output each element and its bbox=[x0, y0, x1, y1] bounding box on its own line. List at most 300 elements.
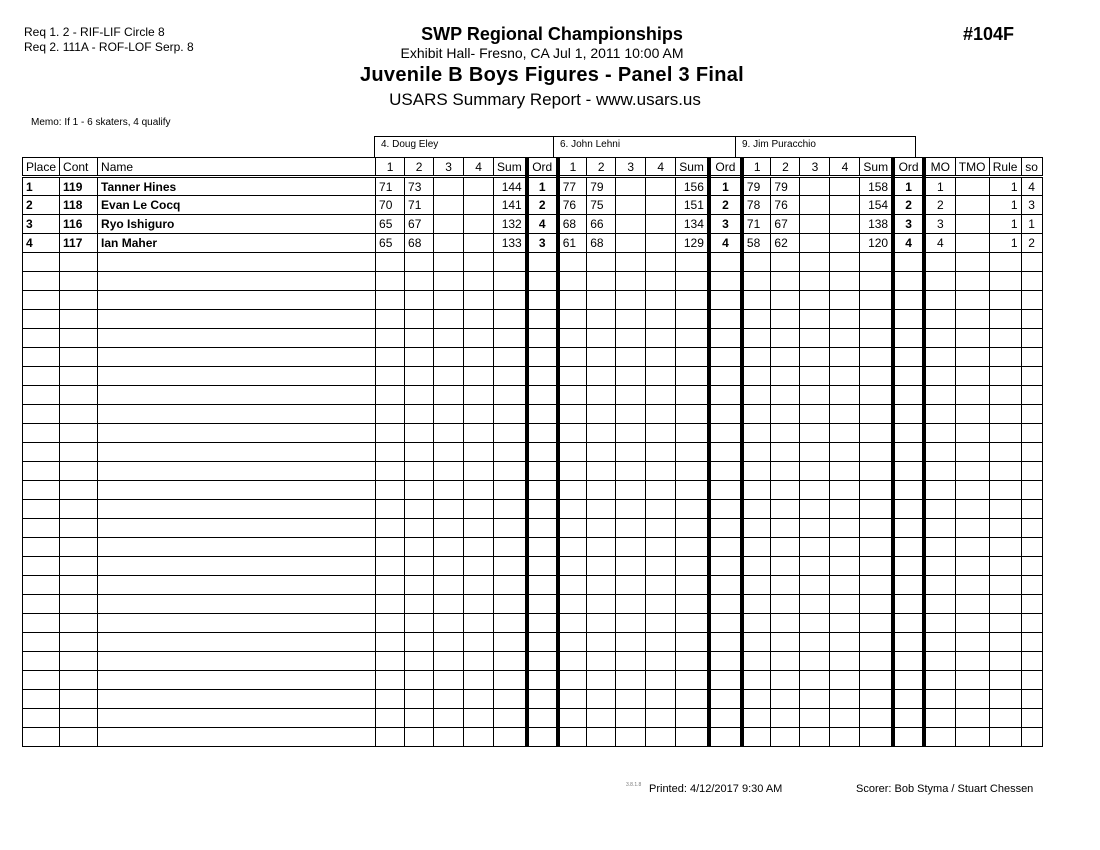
empty-cell bbox=[709, 481, 742, 500]
empty-cell bbox=[60, 424, 98, 443]
empty-cell bbox=[646, 557, 676, 576]
empty-row bbox=[23, 500, 1043, 519]
empty-cell bbox=[646, 709, 676, 728]
empty-cell bbox=[742, 405, 771, 424]
empty-cell bbox=[616, 633, 646, 652]
empty-cell bbox=[676, 614, 709, 633]
empty-cell bbox=[830, 424, 860, 443]
score-2-cell: 75 bbox=[587, 196, 616, 215]
empty-cell bbox=[709, 595, 742, 614]
empty-cell bbox=[646, 519, 676, 538]
empty-cell bbox=[23, 519, 60, 538]
empty-cell bbox=[494, 424, 527, 443]
empty-cell bbox=[646, 462, 676, 481]
empty-cell bbox=[742, 709, 771, 728]
col-cont: Cont bbox=[60, 158, 98, 177]
table-row bbox=[23, 215, 1043, 234]
empty-cell bbox=[676, 291, 709, 310]
empty-cell bbox=[558, 576, 587, 595]
empty-cell bbox=[587, 272, 616, 291]
empty-cell bbox=[1021, 671, 1042, 690]
empty-cell bbox=[98, 595, 376, 614]
empty-cell bbox=[646, 348, 676, 367]
empty-cell bbox=[434, 576, 464, 595]
empty-cell bbox=[376, 329, 405, 348]
empty-cell bbox=[405, 633, 434, 652]
tmo-cell bbox=[955, 234, 989, 253]
col-name: Name bbox=[98, 158, 376, 177]
empty-cell bbox=[989, 633, 1021, 652]
empty-cell bbox=[434, 652, 464, 671]
empty-cell bbox=[989, 424, 1021, 443]
empty-cell bbox=[60, 690, 98, 709]
empty-cell bbox=[955, 557, 989, 576]
empty-cell bbox=[98, 557, 376, 576]
empty-cell bbox=[98, 709, 376, 728]
empty-cell bbox=[800, 443, 830, 462]
empty-cell bbox=[830, 671, 860, 690]
empty-cell bbox=[405, 557, 434, 576]
empty-cell bbox=[989, 481, 1021, 500]
empty-cell bbox=[742, 652, 771, 671]
empty-cell bbox=[800, 728, 830, 747]
empty-cell bbox=[464, 462, 494, 481]
score-4-cell bbox=[646, 215, 676, 234]
empty-cell bbox=[616, 671, 646, 690]
empty-cell bbox=[558, 310, 587, 329]
empty-cell bbox=[646, 405, 676, 424]
empty-cell bbox=[709, 443, 742, 462]
empty-cell bbox=[742, 462, 771, 481]
empty-cell bbox=[23, 424, 60, 443]
sum-cell: 158 bbox=[860, 177, 893, 196]
empty-cell bbox=[434, 633, 464, 652]
empty-cell bbox=[955, 462, 989, 481]
empty-cell bbox=[989, 253, 1021, 272]
rule-cell: 1 bbox=[989, 234, 1021, 253]
col-j1-ord: Ord bbox=[527, 158, 558, 177]
empty-cell bbox=[587, 443, 616, 462]
empty-cell bbox=[464, 500, 494, 519]
empty-cell bbox=[494, 595, 527, 614]
empty-cell bbox=[434, 310, 464, 329]
empty-cell bbox=[98, 728, 376, 747]
empty-cell bbox=[616, 329, 646, 348]
empty-cell bbox=[860, 690, 893, 709]
col-j2-sum: Sum bbox=[676, 158, 709, 177]
printed-timestamp: Printed: 4/12/2017 9:30 AM bbox=[649, 783, 783, 795]
empty-cell bbox=[646, 728, 676, 747]
so-cell: 3 bbox=[1021, 196, 1042, 215]
empty-cell bbox=[376, 519, 405, 538]
score-4-cell bbox=[464, 177, 494, 196]
empty-cell bbox=[955, 443, 989, 462]
empty-cell bbox=[405, 405, 434, 424]
empty-cell bbox=[60, 462, 98, 481]
empty-cell bbox=[60, 576, 98, 595]
empty-cell bbox=[98, 348, 376, 367]
empty-cell bbox=[23, 386, 60, 405]
empty-cell bbox=[771, 576, 800, 595]
empty-cell bbox=[494, 367, 527, 386]
score-1-cell: 70 bbox=[376, 196, 405, 215]
score-3-cell bbox=[800, 196, 830, 215]
empty-cell bbox=[558, 595, 587, 614]
empty-cell bbox=[646, 500, 676, 519]
empty-cell bbox=[742, 481, 771, 500]
empty-cell bbox=[527, 538, 558, 557]
score-3-cell bbox=[800, 234, 830, 253]
empty-cell bbox=[405, 443, 434, 462]
empty-cell bbox=[558, 253, 587, 272]
empty-row bbox=[23, 709, 1043, 728]
empty-cell bbox=[434, 595, 464, 614]
empty-cell bbox=[1021, 310, 1042, 329]
empty-cell bbox=[434, 386, 464, 405]
empty-cell bbox=[23, 557, 60, 576]
empty-cell bbox=[893, 329, 924, 348]
venue-date: Exhibit Hall- Fresno, CA Jul 1, 2011 10:00 AM bbox=[400, 45, 684, 61]
empty-cell bbox=[709, 633, 742, 652]
empty-cell bbox=[709, 291, 742, 310]
col-tmo: TMO bbox=[955, 158, 989, 177]
score-2-cell: 71 bbox=[405, 196, 434, 215]
sum-cell: 132 bbox=[494, 215, 527, 234]
empty-cell bbox=[709, 253, 742, 272]
empty-cell bbox=[587, 557, 616, 576]
empty-cell bbox=[527, 386, 558, 405]
empty-cell bbox=[955, 348, 989, 367]
empty-cell bbox=[376, 443, 405, 462]
empty-cell bbox=[616, 253, 646, 272]
empty-row bbox=[23, 462, 1043, 481]
empty-cell bbox=[800, 500, 830, 519]
empty-cell bbox=[434, 500, 464, 519]
name-cell: Tanner Hines bbox=[98, 177, 376, 196]
empty-cell bbox=[60, 481, 98, 500]
empty-cell bbox=[860, 481, 893, 500]
empty-cell bbox=[98, 310, 376, 329]
empty-cell bbox=[23, 348, 60, 367]
empty-cell bbox=[771, 424, 800, 443]
empty-cell bbox=[60, 405, 98, 424]
empty-cell bbox=[558, 481, 587, 500]
empty-cell bbox=[860, 405, 893, 424]
empty-cell bbox=[376, 652, 405, 671]
empty-cell bbox=[955, 595, 989, 614]
empty-cell bbox=[376, 709, 405, 728]
empty-cell bbox=[494, 481, 527, 500]
empty-cell bbox=[527, 272, 558, 291]
empty-cell bbox=[676, 253, 709, 272]
empty-cell bbox=[860, 367, 893, 386]
score-4-cell bbox=[464, 234, 494, 253]
score-3-cell bbox=[616, 196, 646, 215]
empty-cell bbox=[1021, 595, 1042, 614]
empty-cell bbox=[646, 386, 676, 405]
empty-cell bbox=[98, 633, 376, 652]
empty-cell bbox=[676, 595, 709, 614]
empty-cell bbox=[646, 291, 676, 310]
score-2-cell: 67 bbox=[771, 215, 800, 234]
empty-cell bbox=[955, 310, 989, 329]
empty-cell bbox=[646, 614, 676, 633]
score-3-cell bbox=[616, 215, 646, 234]
empty-cell bbox=[955, 405, 989, 424]
empty-cell bbox=[830, 728, 860, 747]
empty-cell bbox=[1021, 576, 1042, 595]
empty-cell bbox=[60, 272, 98, 291]
sum-cell: 154 bbox=[860, 196, 893, 215]
empty-cell bbox=[800, 329, 830, 348]
empty-cell bbox=[405, 310, 434, 329]
empty-cell bbox=[742, 329, 771, 348]
empty-cell bbox=[527, 633, 558, 652]
empty-cell bbox=[616, 690, 646, 709]
empty-cell bbox=[98, 500, 376, 519]
empty-row bbox=[23, 253, 1043, 272]
empty-cell bbox=[527, 519, 558, 538]
empty-cell bbox=[646, 690, 676, 709]
empty-cell bbox=[1021, 614, 1042, 633]
tmo-cell bbox=[955, 215, 989, 234]
empty-cell bbox=[860, 538, 893, 557]
empty-cell bbox=[800, 633, 830, 652]
empty-cell bbox=[376, 500, 405, 519]
empty-cell bbox=[676, 557, 709, 576]
empty-cell bbox=[405, 614, 434, 633]
empty-cell bbox=[771, 291, 800, 310]
empty-cell bbox=[23, 671, 60, 690]
empty-cell bbox=[800, 272, 830, 291]
empty-cell bbox=[587, 652, 616, 671]
empty-cell bbox=[955, 671, 989, 690]
empty-cell bbox=[709, 538, 742, 557]
empty-cell bbox=[1021, 481, 1042, 500]
empty-cell bbox=[709, 386, 742, 405]
empty-cell bbox=[23, 481, 60, 500]
empty-cell bbox=[98, 538, 376, 557]
requirement-2: Req 2. 111A - ROF-LOF Serp. 8 bbox=[24, 40, 194, 54]
empty-cell bbox=[742, 367, 771, 386]
empty-cell bbox=[1021, 272, 1042, 291]
ordinal-cell: 4 bbox=[893, 234, 924, 253]
empty-cell bbox=[989, 405, 1021, 424]
empty-cell bbox=[771, 367, 800, 386]
name-cell: Evan Le Cocq bbox=[98, 196, 376, 215]
memo: Memo: If 1 - 6 skaters, 4 qualify bbox=[31, 117, 171, 128]
empty-cell bbox=[742, 557, 771, 576]
empty-cell bbox=[527, 500, 558, 519]
empty-cell bbox=[924, 291, 955, 310]
empty-row bbox=[23, 367, 1043, 386]
empty-cell bbox=[771, 443, 800, 462]
empty-row bbox=[23, 519, 1043, 538]
empty-cell bbox=[860, 595, 893, 614]
empty-cell bbox=[830, 272, 860, 291]
empty-cell bbox=[709, 424, 742, 443]
empty-cell bbox=[1021, 633, 1042, 652]
empty-cell bbox=[587, 424, 616, 443]
empty-cell bbox=[23, 595, 60, 614]
name-cell: Ian Maher bbox=[98, 234, 376, 253]
version-number: 3.8.1.8 bbox=[626, 782, 642, 788]
empty-cell bbox=[924, 481, 955, 500]
empty-cell bbox=[1021, 500, 1042, 519]
score-1-cell: 71 bbox=[742, 215, 771, 234]
empty-cell bbox=[830, 557, 860, 576]
empty-cell bbox=[464, 595, 494, 614]
empty-cell bbox=[646, 576, 676, 595]
empty-cell bbox=[405, 291, 434, 310]
empty-cell bbox=[434, 272, 464, 291]
empty-cell bbox=[646, 652, 676, 671]
empty-cell bbox=[676, 310, 709, 329]
empty-cell bbox=[376, 595, 405, 614]
table-row bbox=[23, 234, 1043, 253]
col-mo: MO bbox=[924, 158, 955, 177]
empty-cell bbox=[989, 310, 1021, 329]
empty-cell bbox=[405, 538, 434, 557]
empty-cell bbox=[709, 462, 742, 481]
score-1-cell: 65 bbox=[376, 234, 405, 253]
empty-cell bbox=[800, 690, 830, 709]
empty-cell bbox=[405, 690, 434, 709]
score-4-cell bbox=[830, 215, 860, 234]
empty-cell bbox=[860, 291, 893, 310]
empty-cell bbox=[587, 728, 616, 747]
judge-header-1: 4. Doug Eley bbox=[374, 136, 554, 157]
empty-cell bbox=[494, 329, 527, 348]
empty-cell bbox=[646, 633, 676, 652]
tmo-cell bbox=[955, 196, 989, 215]
empty-cell bbox=[742, 671, 771, 690]
empty-cell bbox=[587, 538, 616, 557]
empty-cell bbox=[60, 500, 98, 519]
empty-cell bbox=[405, 386, 434, 405]
empty-cell bbox=[376, 557, 405, 576]
empty-cell bbox=[587, 633, 616, 652]
score-1-cell: 68 bbox=[558, 215, 587, 234]
empty-cell bbox=[616, 595, 646, 614]
empty-cell bbox=[709, 557, 742, 576]
empty-cell bbox=[742, 595, 771, 614]
empty-cell bbox=[893, 424, 924, 443]
empty-cell bbox=[893, 253, 924, 272]
empty-cell bbox=[830, 329, 860, 348]
empty-cell bbox=[464, 424, 494, 443]
empty-cell bbox=[527, 652, 558, 671]
score-2-cell: 73 bbox=[405, 177, 434, 196]
empty-cell bbox=[434, 690, 464, 709]
tmo-cell bbox=[955, 177, 989, 196]
empty-cell bbox=[464, 386, 494, 405]
empty-cell bbox=[955, 652, 989, 671]
col-j1-s1: 1 bbox=[376, 158, 405, 177]
empty-cell bbox=[464, 671, 494, 690]
empty-cell bbox=[23, 652, 60, 671]
empty-cell bbox=[800, 576, 830, 595]
empty-cell bbox=[924, 424, 955, 443]
score-3-cell bbox=[616, 177, 646, 196]
empty-cell bbox=[646, 443, 676, 462]
empty-cell bbox=[893, 576, 924, 595]
empty-cell bbox=[676, 671, 709, 690]
empty-cell bbox=[98, 272, 376, 291]
empty-cell bbox=[616, 310, 646, 329]
empty-cell bbox=[434, 367, 464, 386]
empty-cell bbox=[646, 272, 676, 291]
empty-cell bbox=[527, 557, 558, 576]
empty-cell bbox=[376, 310, 405, 329]
empty-cell bbox=[558, 633, 587, 652]
col-j1-s4: 4 bbox=[464, 158, 494, 177]
empty-cell bbox=[800, 557, 830, 576]
empty-cell bbox=[23, 633, 60, 652]
ordinal-cell: 3 bbox=[893, 215, 924, 234]
empty-cell bbox=[464, 538, 494, 557]
empty-cell bbox=[924, 386, 955, 405]
empty-cell bbox=[955, 614, 989, 633]
empty-cell bbox=[830, 500, 860, 519]
empty-cell bbox=[830, 538, 860, 557]
judge-header-2: 6. John Lehni bbox=[553, 136, 736, 157]
empty-row bbox=[23, 538, 1043, 557]
empty-cell bbox=[709, 367, 742, 386]
empty-cell bbox=[860, 519, 893, 538]
empty-cell bbox=[464, 633, 494, 652]
empty-cell bbox=[23, 614, 60, 633]
competition-title: SWP Regional Championships bbox=[421, 24, 683, 44]
empty-cell bbox=[558, 424, 587, 443]
empty-cell bbox=[527, 462, 558, 481]
score-1-cell: 71 bbox=[376, 177, 405, 196]
empty-cell bbox=[527, 443, 558, 462]
score-2-cell: 79 bbox=[771, 177, 800, 196]
empty-cell bbox=[587, 500, 616, 519]
empty-cell bbox=[924, 652, 955, 671]
empty-cell bbox=[860, 310, 893, 329]
empty-cell bbox=[558, 728, 587, 747]
empty-cell bbox=[771, 690, 800, 709]
score-1-cell: 76 bbox=[558, 196, 587, 215]
empty-cell bbox=[955, 272, 989, 291]
empty-cell bbox=[830, 709, 860, 728]
col-j3-ord: Ord bbox=[893, 158, 924, 177]
empty-cell bbox=[616, 424, 646, 443]
empty-cell bbox=[494, 272, 527, 291]
empty-cell bbox=[616, 462, 646, 481]
empty-cell bbox=[527, 348, 558, 367]
empty-cell bbox=[23, 462, 60, 481]
empty-cell bbox=[989, 728, 1021, 747]
empty-cell bbox=[1021, 652, 1042, 671]
empty-cell bbox=[494, 405, 527, 424]
empty-cell bbox=[434, 538, 464, 557]
empty-cell bbox=[893, 481, 924, 500]
empty-cell bbox=[924, 405, 955, 424]
empty-cell bbox=[800, 519, 830, 538]
empty-cell bbox=[587, 671, 616, 690]
empty-cell bbox=[989, 386, 1021, 405]
score-3-cell bbox=[434, 234, 464, 253]
ordinal-cell: 1 bbox=[893, 177, 924, 196]
empty-cell bbox=[376, 462, 405, 481]
score-2-cell: 68 bbox=[587, 234, 616, 253]
empty-cell bbox=[924, 614, 955, 633]
score-3-cell bbox=[434, 196, 464, 215]
empty-cell bbox=[989, 500, 1021, 519]
